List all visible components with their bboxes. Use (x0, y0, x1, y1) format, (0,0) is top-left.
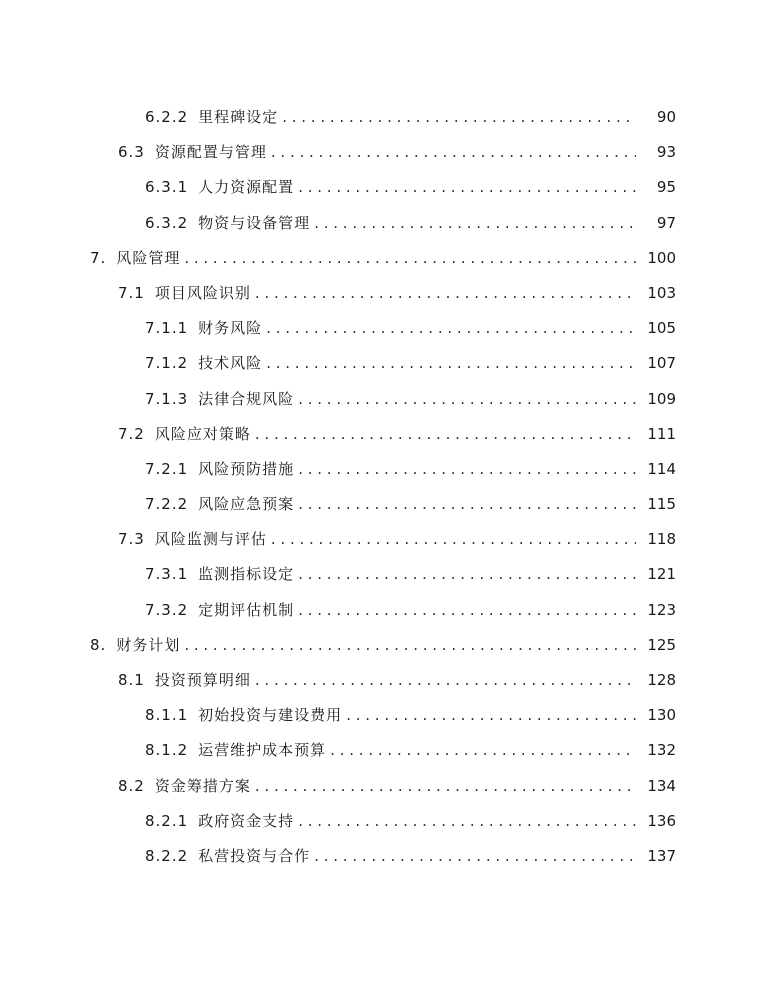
toc-dot-leader (184, 249, 636, 267)
toc-entry-title: 风险应急预案 (198, 495, 295, 514)
toc-entry-page: 123 (647, 600, 676, 619)
toc-entry-title: 物资与设备管理 (198, 213, 311, 232)
toc-entry-number: 6.3.1 (145, 178, 189, 197)
toc-entry[interactable] (0, 212, 765, 247)
toc-entry-title: 财务风险 (198, 319, 263, 338)
toc-entry-number: 8.1.1 (145, 706, 189, 725)
toc-entry-page: 93 (656, 143, 676, 162)
toc-dot-leader (255, 425, 636, 443)
toc-entry-page: 136 (647, 811, 676, 830)
toc-entry-page: 100 (647, 248, 676, 267)
toc-entry-title: 监测指标设定 (198, 565, 295, 584)
toc-entry[interactable] (0, 563, 765, 598)
toc-entry-number: 6.3.2 (145, 213, 189, 232)
toc-entry[interactable] (0, 528, 765, 563)
toc-entry-title: 财务计划 (116, 635, 181, 654)
toc-entry-number: 8.2.1 (145, 811, 189, 830)
toc-dot-leader (298, 495, 636, 513)
toc-entry[interactable] (0, 141, 765, 176)
toc-entry-page: 125 (647, 635, 676, 654)
toc-entry-page: 109 (647, 389, 676, 408)
toc-dot-leader (255, 671, 636, 689)
toc-entry-number: 7.2 (118, 424, 145, 443)
toc-entry-number: 7.1.3 (145, 389, 189, 408)
toc-entry-title: 资金筹措方案 (154, 776, 251, 795)
toc-dot-leader (298, 565, 636, 583)
toc-dot-leader (184, 636, 636, 654)
toc-dot-leader (314, 214, 636, 232)
toc-entry[interactable] (0, 775, 765, 810)
toc-entry-page: 137 (647, 846, 676, 865)
toc-entry-title: 定期评估机制 (198, 600, 295, 619)
toc-entry[interactable] (0, 845, 765, 880)
toc-entry[interactable] (0, 458, 765, 493)
toc-dot-leader (282, 108, 636, 126)
toc-entry-title: 投资预算明细 (154, 671, 251, 689)
toc-entry[interactable] (0, 247, 765, 282)
toc-entry[interactable] (0, 423, 765, 458)
toc-entry-title: 风险管理 (116, 248, 181, 267)
toc-entry-number: 6.2.2 (145, 108, 189, 126)
toc-entry[interactable] (0, 317, 765, 352)
toc-entry-number: 8. (90, 635, 107, 654)
toc-dot-leader (330, 741, 636, 759)
toc-entry-number: 6.3 (118, 143, 145, 162)
toc-entry-page: 111 (647, 424, 676, 443)
toc-entry-number: 7.3.2 (145, 600, 189, 619)
toc-entry[interactable] (0, 599, 765, 634)
toc-entry-title: 运营维护成本预算 (198, 741, 327, 760)
toc-entry-page: 128 (647, 671, 676, 689)
toc-entry-page: 105 (647, 319, 676, 338)
toc-entry-title: 资源配置与管理 (154, 143, 267, 162)
toc-dot-leader (346, 706, 636, 724)
toc-entry[interactable] (0, 352, 765, 387)
toc-entry[interactable] (0, 704, 765, 739)
toc-entry-number: 7.1 (118, 283, 145, 302)
toc-entry-page: 134 (647, 776, 676, 795)
toc-dot-leader (298, 460, 636, 478)
toc-entry-title: 人力资源配置 (198, 178, 295, 197)
toc-entry[interactable] (0, 669, 765, 704)
toc-entry-page: 90 (656, 108, 676, 126)
toc-entry[interactable] (0, 634, 765, 669)
toc-dot-leader (298, 390, 636, 408)
toc-entry[interactable] (0, 176, 765, 211)
toc-entry-page: 130 (647, 706, 676, 725)
toc-entry-page: 114 (647, 459, 676, 478)
toc-entry-number: 7.3.1 (145, 565, 189, 584)
toc-entry-number: 7.2.2 (145, 495, 189, 514)
toc-entry-title: 风险预防措施 (198, 459, 295, 478)
toc-entry-title: 法律合规风险 (198, 389, 295, 408)
toc-entry-page: 97 (656, 213, 676, 232)
toc-entry-page: 118 (647, 530, 676, 549)
toc-entry[interactable] (0, 388, 765, 423)
toc-dot-leader (298, 601, 636, 619)
toc-dot-leader (271, 143, 636, 161)
toc-entry[interactable] (0, 106, 765, 141)
toc-dot-leader (255, 777, 636, 795)
toc-entry-number: 7.1.2 (145, 354, 189, 373)
toc-entry[interactable] (0, 493, 765, 528)
toc-entry-title: 私营投资与合作 (198, 846, 311, 865)
toc-entry-page: 121 (647, 565, 676, 584)
toc-entry-page: 132 (647, 741, 676, 760)
toc-dot-leader (266, 354, 636, 372)
toc-entry-number: 8.1 (118, 671, 145, 689)
toc-entry-page: 115 (647, 495, 676, 514)
toc-entry-number: 8.1.2 (145, 741, 189, 760)
toc-entry-number: 7.1.1 (145, 319, 189, 338)
toc-entry-title: 里程碑设定 (198, 108, 279, 126)
toc-entry[interactable] (0, 739, 765, 774)
toc-dot-leader (314, 847, 636, 865)
toc-entry-number: 8.2.2 (145, 846, 189, 865)
toc-entry-title: 项目风险识别 (154, 283, 251, 302)
toc-entry-number: 7.2.1 (145, 459, 189, 478)
toc-dot-leader (298, 812, 636, 830)
toc-entry-title: 初始投资与建设费用 (198, 706, 343, 725)
toc-entry[interactable] (0, 810, 765, 845)
toc-dot-leader (255, 284, 636, 302)
toc-entry-title: 政府资金支持 (198, 811, 295, 830)
toc-entry-title: 风险应对策略 (154, 424, 251, 443)
toc-entry-page: 95 (656, 178, 676, 197)
table-of-contents (0, 106, 765, 880)
toc-dot-leader (271, 530, 636, 548)
toc-entry-page: 103 (647, 283, 676, 302)
toc-entry-title: 风险监测与评估 (154, 530, 267, 549)
toc-entry-number: 7. (90, 248, 107, 267)
toc-entry-page: 107 (647, 354, 676, 373)
toc-entry-number: 7.3 (118, 530, 145, 549)
toc-entry[interactable] (0, 282, 765, 317)
toc-dot-leader (266, 319, 636, 337)
toc-entry-number: 8.2 (118, 776, 145, 795)
toc-entry-title: 技术风险 (198, 354, 263, 373)
toc-dot-leader (298, 178, 636, 196)
